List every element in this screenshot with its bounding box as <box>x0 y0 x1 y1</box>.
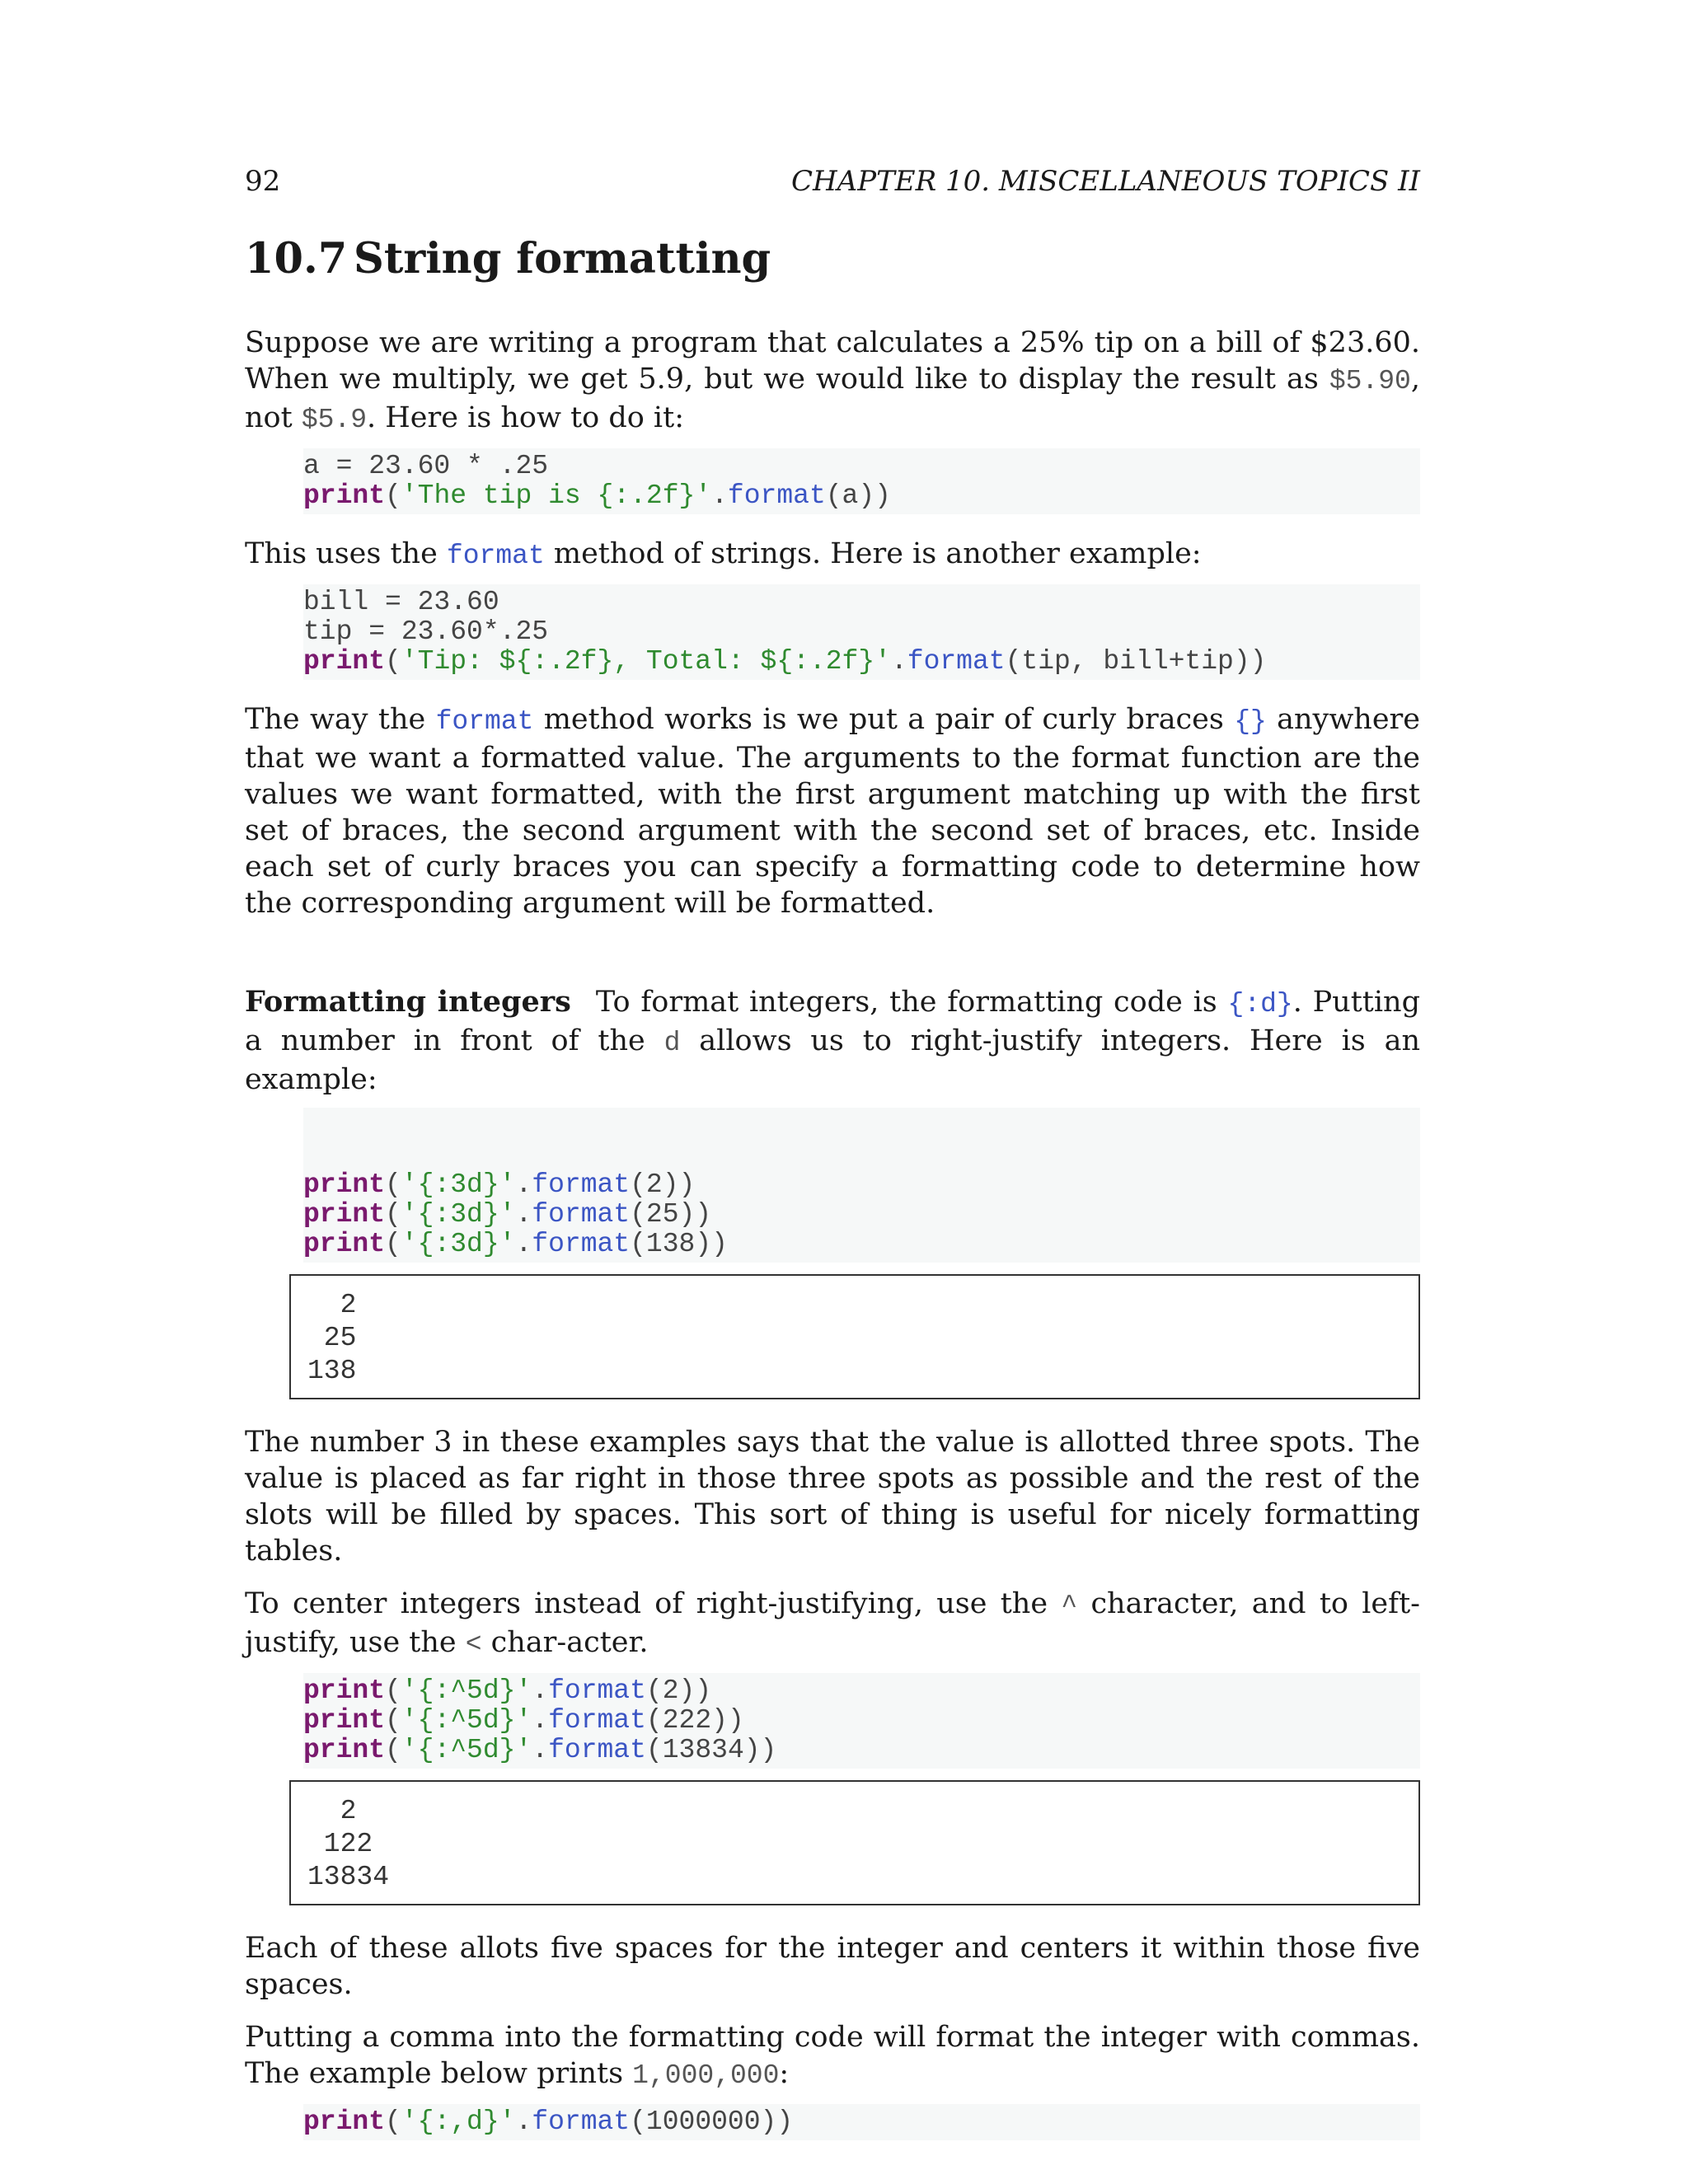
text: method works is we put a pair of curly braces <box>533 703 1235 737</box>
inline-code: ^ <box>1061 1591 1078 1622</box>
punct: . <box>515 2107 532 2138</box>
inline-code: format <box>435 706 534 738</box>
punct: ( <box>385 480 401 512</box>
string-literal: '{:^5d}' <box>401 1675 532 1707</box>
keyword: print <box>303 1705 386 1736</box>
code-block-commas <box>303 2104 1420 2140</box>
inline-code: 1,000,000 <box>632 2060 780 2092</box>
text: . Here is how to do it: <box>367 401 684 435</box>
keyword: print <box>303 1675 386 1707</box>
punct: . <box>532 1705 549 1736</box>
punct: . <box>515 1169 532 1201</box>
output-line: 2 <box>307 1290 357 1321</box>
string-literal: '{:,d}' <box>401 2107 516 2138</box>
text: Suppose we are writing a program that calculates a 25% tip on a bill of $23.60. When we multiply, we get 5.9, but we would like to display the result as <box>245 326 1420 396</box>
string-literal: '{:3d}' <box>401 1199 516 1230</box>
method-name: format <box>548 1735 646 1766</box>
string-literal: '{:3d}' <box>401 1169 516 1201</box>
keyword: print <box>303 1735 386 1766</box>
output-line: 25 <box>307 1323 357 1354</box>
method-name: format <box>532 1229 631 1260</box>
text: allows us to right-justify integers. Here is an example: <box>245 1024 1420 1097</box>
punct: . <box>532 1735 549 1766</box>
paragraph-center-justify <box>245 1586 1420 1663</box>
method-name: format <box>532 1199 631 1230</box>
paragraph-three-spots: The number 3 in these examples says that the value is allotted three spots. The value is placed as far right in those three spots as possible and the rest of the slots will be filled by spaces. This sort of thing is useful for nicely formatting tables. <box>245 1426 1420 1568</box>
output-box-center <box>289 1780 1420 1905</box>
paragraph-commas <box>245 2019 1420 2094</box>
string-literal: '{:^5d}' <box>401 1735 532 1766</box>
punct: . <box>890 646 907 677</box>
punct: (a)) <box>825 480 891 512</box>
code-line: a = 23.60 * .25 <box>303 451 549 482</box>
keyword: print <box>303 1199 386 1230</box>
text: method of strings. Here is another example: <box>544 537 1202 571</box>
text: anywhere that we want a formatted value. The arguments to the format function are the values we want formatted, with the first argument matching up with the first set of braces, the second argument with the second set of braces, etc. Inside each set of curly braces you can specify a formatting code to determine how the corresponding argument will be formatted. <box>245 703 1420 921</box>
code-line <box>303 1736 1417 1765</box>
string-literal: 'The tip is {:.2f}' <box>401 480 712 512</box>
method-name: format <box>548 1675 646 1707</box>
method-name: format <box>532 1169 631 1201</box>
keyword: print <box>303 646 386 677</box>
text: : <box>779 2057 790 2091</box>
code-block-bill <box>303 584 1420 680</box>
punct: (tip, bill+tip)) <box>1005 646 1267 677</box>
output-line: 13834 <box>307 1862 390 1893</box>
section-heading <box>245 236 1420 282</box>
keyword: print <box>303 1169 386 1201</box>
punct: (138)) <box>630 1229 728 1260</box>
punct: ( <box>385 1735 401 1766</box>
punct: (13834)) <box>645 1735 777 1766</box>
inline-code: $5.9 <box>301 405 368 436</box>
punct: ( <box>385 1169 401 1201</box>
page-number: 92 <box>245 165 281 198</box>
punct: (2)) <box>645 1675 712 1707</box>
punct: ( <box>385 1705 401 1736</box>
text: To format integers, the formatting code is <box>595 986 1228 1019</box>
paragraph-format-method <box>245 536 1420 574</box>
code-line <box>303 481 1417 511</box>
method-name: format <box>548 1705 646 1736</box>
text: The way the <box>245 703 436 737</box>
text: . Putting a number in front of the <box>245 986 1420 1058</box>
code-line <box>303 1200 1417 1230</box>
punct: ( <box>385 2107 401 2138</box>
punct: . <box>532 1675 549 1707</box>
punct: . <box>711 480 728 512</box>
code-line: tip = 23.60*.25 <box>303 616 549 648</box>
method-name: format <box>532 2107 631 2138</box>
punct: . <box>515 1229 532 1260</box>
method-name: format <box>907 646 1006 677</box>
page <box>245 165 1420 2162</box>
keyword: print <box>303 2107 386 2138</box>
output-box-right-justify <box>289 1274 1420 1399</box>
code-line <box>303 2107 1417 2137</box>
text: To center integers instead of right-justifying, use the <box>245 1587 1062 1621</box>
section-number: 10.7 <box>245 234 348 284</box>
code-block-right-justify <box>303 1108 1420 1263</box>
punct: ( <box>385 1229 401 1260</box>
keyword: print <box>303 480 386 512</box>
running-header <box>245 165 1420 198</box>
punct: (25)) <box>630 1199 712 1230</box>
text: , not <box>245 363 1420 435</box>
keyword: print <box>303 1229 386 1260</box>
text: Putting a comma into the formatting code will format the integer with commas. The example below prints <box>245 2021 1420 2091</box>
text: char-acter. <box>481 1626 649 1660</box>
string-literal: '{:3d}' <box>401 1229 516 1260</box>
text: This uses the <box>245 537 447 571</box>
punct: ( <box>385 1675 401 1707</box>
code-line <box>303 647 1417 677</box>
punct: . <box>515 1199 532 1230</box>
paragraph-formatting-integers <box>245 984 1420 1098</box>
output-line: 2 <box>307 1796 357 1827</box>
chapter-title: CHAPTER 10. MISCELLANEOUS TOPICS II <box>791 165 1420 198</box>
inline-code: {:d} <box>1227 989 1293 1020</box>
code-line <box>303 1676 1417 1706</box>
string-literal: 'Tip: ${:.2f}, Total: ${:.2f}' <box>401 646 891 677</box>
inline-code: {} <box>1234 706 1267 738</box>
code-line <box>303 1706 1417 1736</box>
code-line <box>303 1170 1417 1200</box>
output-line: 122 <box>307 1829 373 1860</box>
inline-code: d <box>663 1028 681 1059</box>
text: character, and to left-justify, use the <box>245 1587 1420 1660</box>
code-line <box>303 1230 1417 1259</box>
inline-code: < <box>465 1629 482 1661</box>
punct: (222)) <box>645 1705 744 1736</box>
string-literal: '{:^5d}' <box>401 1705 532 1736</box>
punct: ( <box>385 1199 401 1230</box>
paragraph-how-format-works <box>245 701 1420 921</box>
punct: ( <box>385 646 401 677</box>
inline-code: $5.90 <box>1329 366 1411 397</box>
section-title: String formatting <box>354 234 771 284</box>
paragraph-heading: Formatting integers <box>245 985 571 1019</box>
paragraph-intro <box>245 325 1420 438</box>
code-line: bill = 23.60 <box>303 587 499 618</box>
output-line: 138 <box>307 1356 357 1387</box>
inline-code: format <box>446 541 545 572</box>
code-block-center <box>303 1673 1420 1769</box>
paragraph-five-spaces: Each of these allots five spaces for the integer and centers it within those five spaces. <box>245 1932 1420 2002</box>
method-name: format <box>727 480 826 512</box>
punct: (1000000)) <box>630 2107 794 2138</box>
punct: (2)) <box>630 1169 696 1201</box>
code-block-tip <box>303 448 1420 514</box>
